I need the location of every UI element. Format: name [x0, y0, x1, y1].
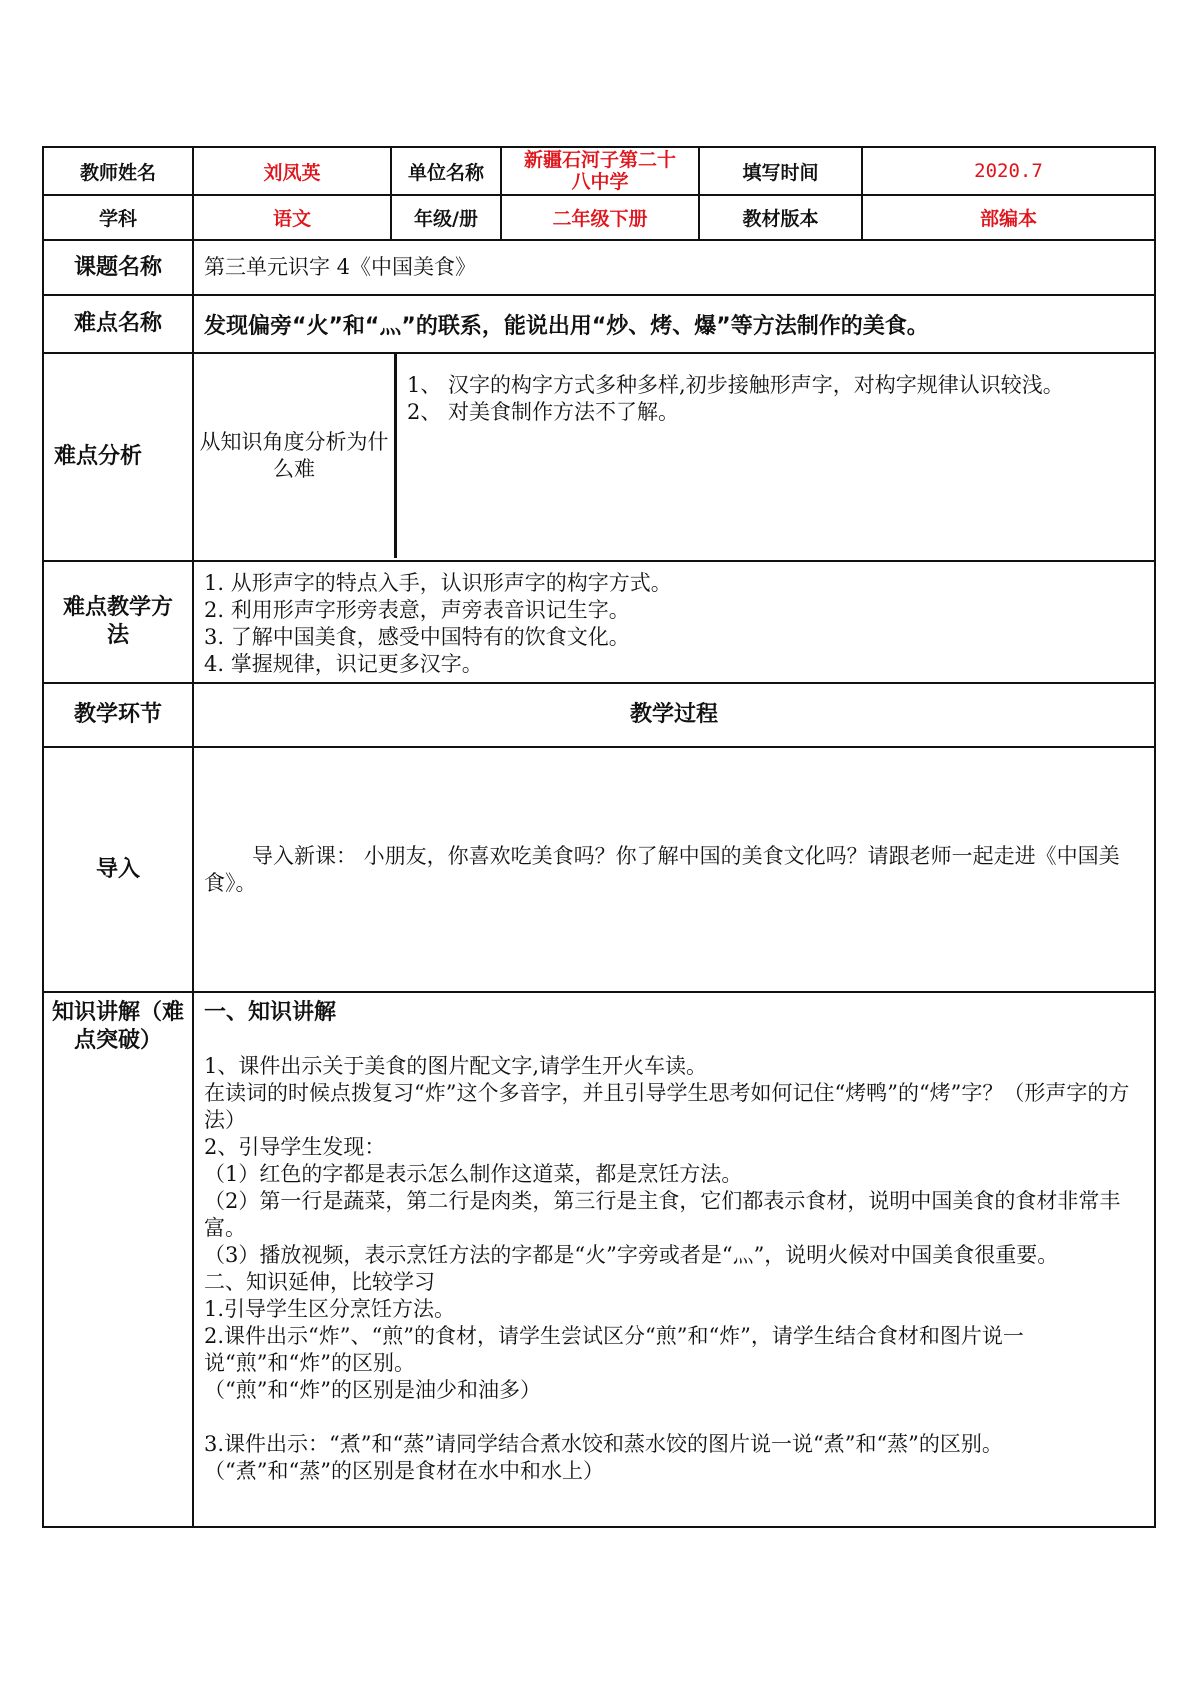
method-item: 2. 利用形声字形旁表意，声旁表音识记生字。: [204, 598, 630, 622]
knowledge-line: 3.课件出示：“煮”和“蒸”请同学结合煮水饺和蒸水饺的图片说一说“煮”和“蒸”的区别。: [204, 1432, 1003, 1456]
subject-label: 学科: [43, 195, 193, 240]
header-row-1: [43, 147, 1155, 195]
method-item: 3. 了解中国美食，感受中国特有的饮食文化。: [204, 625, 630, 649]
header-row-2: [43, 195, 1155, 240]
analysis-point: 1、 汉字的构字方式多种多样,初步接触形声字，对构字规律认识较浅。: [407, 373, 1064, 397]
intro-text: 导入新课： 小朋友，你喜欢吃美食吗？你了解中国的美食文化吗？请跟老师一起走进《中国美食》。: [193, 747, 1155, 992]
grade-label: 年级/册: [391, 195, 501, 240]
methods-label: 难点教学方法: [43, 561, 193, 683]
knowledge-content: [193, 992, 1155, 1527]
knowledge-line: 2、引导学生发现：: [204, 1135, 386, 1159]
knowledge-label: 知识讲解（难点突破）: [43, 992, 193, 1527]
topic-value: 第三单元识字 4《中国美食》: [193, 240, 1155, 295]
method-item: 4. 掌握规律，识记更多汉字。: [204, 652, 483, 676]
knowledge-line: 二、知识延伸，比较学习: [204, 1270, 435, 1294]
process-label: 教学过程: [193, 683, 1155, 747]
process-header-row: [43, 683, 1155, 747]
analysis-sub-label: 从知识角度分析为什么难: [194, 354, 397, 558]
difficulty-row: [43, 295, 1155, 353]
process-stage-label: 教学环节: [43, 683, 193, 747]
teacher-value: 刘凤英: [193, 147, 391, 195]
knowledge-line: 1、课件出示关于美食的图片配文字,请学生开火车读。: [204, 1054, 708, 1078]
topic-label: 课题名称: [43, 240, 193, 295]
knowledge-heading: 一、知识讲解: [204, 1000, 337, 1025]
difficulty-label: 难点名称: [43, 295, 193, 353]
intro-row: [43, 747, 1155, 992]
methods-list: [193, 561, 1155, 683]
edition-value: 部编本: [862, 195, 1155, 240]
knowledge-line: （2）第一行是蔬菜，第二行是肉类，第三行是主食，它们都表示食材，说明中国美食的食材非常丰富。: [204, 1189, 1121, 1240]
intro-label: 导入: [43, 747, 193, 992]
analysis-label: 难点分析: [43, 353, 193, 561]
lesson-plan-table: [42, 146, 1156, 1528]
teacher-label: 教师姓名: [43, 147, 193, 195]
methods-row: [43, 561, 1155, 683]
knowledge-line: （“煎”和“炸”的区别是油少和油多）: [204, 1378, 541, 1402]
knowledge-line: （“煮”和“蒸”的区别是食材在水中和水上）: [204, 1459, 604, 1483]
unit-value: 新疆石河子第二十八中学: [501, 147, 699, 195]
subject-value: 语文: [193, 195, 391, 240]
date-label: 填写时间: [699, 147, 862, 195]
knowledge-line: 在读词的时候点拨复习“炸”这个多音字，并且引导学生思考如何记住“烤鸭”的“烤”字？（形声字的方法）: [204, 1081, 1130, 1132]
knowledge-line: （1）红色的字都是表示怎么制作这道菜，都是烹饪方法。: [204, 1162, 743, 1186]
knowledge-line: 1.引导学生区分烹饪方法。: [204, 1297, 456, 1321]
topic-row: [43, 240, 1155, 295]
date-value: 2020.7: [862, 147, 1155, 195]
analysis-row: [43, 353, 1155, 561]
lesson-plan-sheet: [42, 146, 1154, 1528]
knowledge-line: （3）播放视频，表示烹饪方法的字都是“火”字旁或者是“灬”，说明火候对中国美食很重要。: [204, 1243, 1059, 1267]
knowledge-line: 2.课件出示“炸”、“煎”的食材，请学生尝试区分“煎”和“炸”，请学生结合食材和图片说一说“煎”和“炸”的区别。: [204, 1324, 1024, 1375]
analysis-points: [397, 354, 1154, 558]
difficulty-value: 发现偏旁“火”和“灬”的联系，能说出用“炒、烤、爆”等方法制作的美食。: [193, 295, 1155, 353]
analysis-point: 2、 对美食制作方法不了解。: [407, 400, 680, 424]
grade-value: 二年级下册: [501, 195, 699, 240]
knowledge-row: [43, 992, 1155, 1527]
edition-label: 教材版本: [699, 195, 862, 240]
method-item: 1. 从形声字的特点入手，认识形声字的构字方式。: [204, 571, 672, 595]
unit-label: 单位名称: [391, 147, 501, 195]
